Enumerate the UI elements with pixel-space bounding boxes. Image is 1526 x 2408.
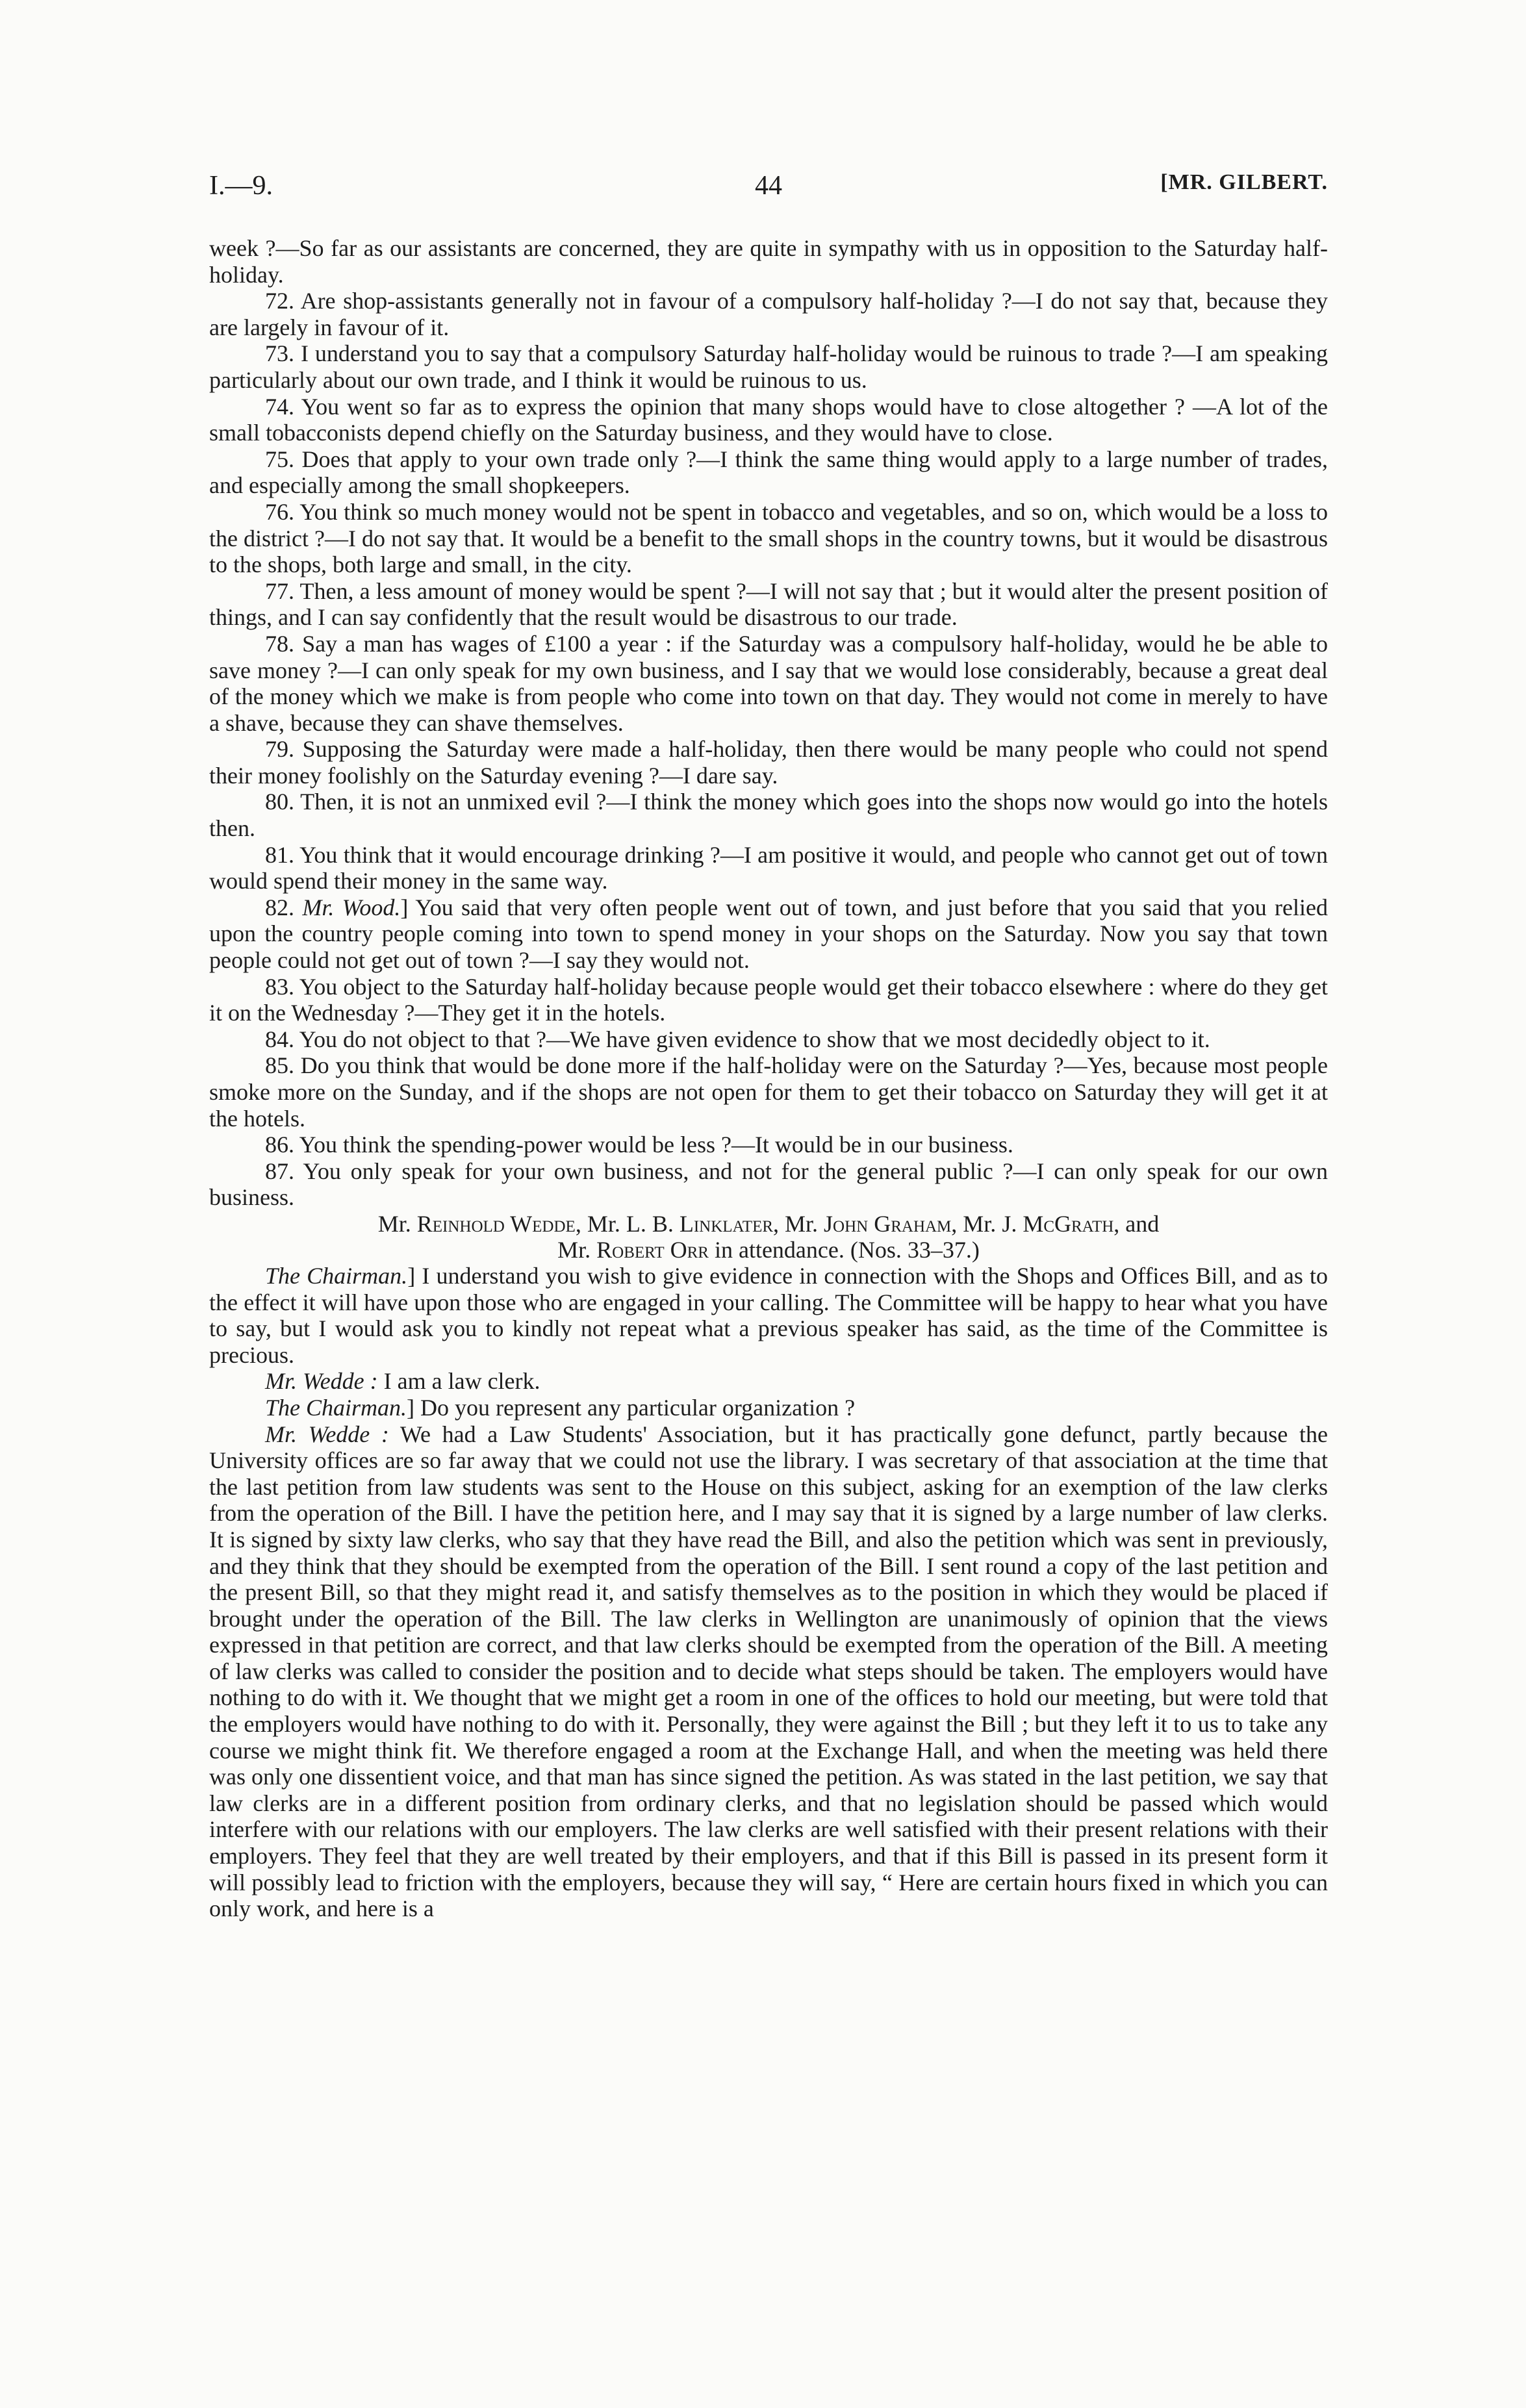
paragraph-82: [209, 894, 1328, 974]
attendance-line-2: Mr. Robert Orr in attendance. (Nos. 33–37.): [557, 1236, 980, 1263]
speaker-wedde: Mr. Wedde :: [265, 1421, 389, 1447]
paragraph-82-speaker: Mr. Wood.: [302, 894, 401, 920]
paragraph-continuation: week ?—So far as our assistants are concerned, they are quite in sympathy with us in opposition to the Saturday half-holiday.: [209, 235, 1328, 288]
paragraph-84: 84. You do not object to that ?—We have given evidence to show that we most decidedly object to it.: [265, 1026, 1210, 1052]
paragraph-86: 86. You think the spending-power would be less ?—It would be in our business.: [265, 1132, 1013, 1158]
page-number: 44: [755, 171, 782, 201]
speaker-chairman: The Chairman.: [265, 1262, 408, 1289]
paragraph-80: 80. Then, it is not an unmixed evil ?—I think the money which goes into the shops now would go into the hotels then.: [209, 789, 1328, 842]
witness-name: [MR. GILBERT.: [1160, 170, 1328, 194]
paragraph-74: 74. You went so far as to express the opinion that many shops would have to close altogether ? —A lot of the small tobacconists depend chiefly on the Saturday business, and they would have to close.: [209, 393, 1328, 446]
wedde-reply-1: Mr. Wedde : I am a law clerk.: [265, 1368, 540, 1395]
wedde-reply-2: Mr. Wedde : We had a Law Students' Association, but it has practically gone defunct, partly because the University offices are so far away that we could not use the library. I was secretary of that association at the time that the last petition from law students was sent to the House on this subject, asking for an exemption of the law clerks from the operation of the Bill. I have the petition here, and I may say that it is signed by a large number of law clerks. It is signed by sixty law clerks, who say that they have read the Bill, and also the petition which was sent in previously, and they think that they should be exempted from the operation of the Bill. I sent round a copy of the last petition and the present Bill, so that they might read it, and satisfy themselves as to the position in which they would be placed if brought under the operation of the Bill. The law clerks in Wellington are unanimously of opinion that the views expressed in that petition are correct, and that law clerks should be exempted from the operation of the Bill. A meeting of law clerks was called to consider the position and to decide what steps should be taken. The employers would have nothing to do with it. We thought that we might get a room in one of the offices to hold our meeting, but were told that the employers would have nothing to do with it. Personally, they were against the Bill ; but they left it to us to take any course we might think fit. We therefore engaged a room at the Exchange Hall, and when the meeting was held there was only one dissentient voice, and that man has since signed the petition. As was stated in the last petition, we say that law clerks are in a different position from ordinary clerks, and that no legislation should be passed which would interfere with our relations with our employers. The law clerks are well satisfied with their present relations with their employers. They feel that they are well treated by their employers, and that if this Bill is passed in its present form it will possibly lead to friction with the employers, because they will say, “ Here are certain hours fixed in which you can only work, and here is a: [209, 1421, 1329, 1922]
document-body: [209, 235, 1328, 1922]
paragraph-87: 87. You only speak for your own business, and not for the general public ?—I can only speak for our own business.: [209, 1158, 1328, 1211]
chairman-statement: The Chairman.] I understand you wish to give evidence in connection with the Shops and Offices Bill, and as to the effect it will have upon those who are engaged in your calling. The Committee will be happy to hear what you have to say, but I would ask you to kindly not repeat what a previous speaker has said, as the time of the Committee is precious.: [209, 1262, 1328, 1368]
report-reference: I.—9.: [209, 171, 273, 201]
paragraph-73: 73. I understand you to say that a compulsory Saturday half-holiday would be ruinous to trade ?—I am speaking particularly about our own trade, and I think it would be ruinous to us.: [209, 340, 1328, 393]
paragraph-79: 79. Supposing the Saturday were made a half-holiday, then there would be many people who could not spend their money foolishly on the Saturday evening ?—I dare say.: [209, 736, 1328, 789]
paragraph-85: 85. Do you think that would be done more if the half-holiday were on the Saturday ?—Yes, because most people smoke more on the Sunday, and if the shops are not open for them to get their tobacco on Saturday they will get it at the hotels.: [209, 1052, 1328, 1132]
name-wedde: Reinhold Wedde: [416, 1210, 576, 1237]
attendance-line-1: Mr. Reinhold Wedde, Mr. L. B. Linklater, Mr. John Graham, Mr. J. McGrath, and: [377, 1210, 1160, 1237]
paragraph-77: 77. Then, a less amount of money would be spent ?—I will not say that ; but it would alter the present position of things, and I can say confidently that the result would be disastrous to our trade.: [209, 577, 1328, 631]
paragraph-78: 78. Say a man has wages of £100 a year : if the Saturday was a compulsory half-holiday, would he be able to save money ?—I can only speak for my own business, and I say that we would lose considerably, because a great deal of the money which we make is from people who come into town on that day. They would not come in merely to have a shave, because they can shave themselves.: [209, 630, 1328, 736]
speaker-chairman: The Chairman.: [265, 1394, 407, 1421]
paragraph-76: 76. You think so much money would not be spent in tobacco and vegetables, and so on, which would be a loss to the district ?—I do not say that. It would be a benefit to the small shops in the country towns, but it would be disastrous to the shops, both large and small, in the city.: [209, 498, 1328, 578]
name-mcgrath: J. McGrath: [1002, 1210, 1114, 1237]
speaker-wedde: Mr. Wedde :: [265, 1368, 378, 1395]
paragraph-83: 83. You object to the Saturday half-holiday because people would get their tobacco elsewhere : where do they get it on the Wednesday ?—They get it in the hotels.: [209, 973, 1328, 1026]
name-linklater: L. B. Linklater: [626, 1210, 774, 1237]
attendance-heading: [209, 1211, 1328, 1263]
page-header: [209, 170, 1328, 209]
paragraph-81: 81. You think that it would encourage drinking ?—I am positive it would, and people who cannot get out of town would spend their money in the same way.: [209, 841, 1328, 894]
name-graham: John Graham: [824, 1210, 952, 1237]
paragraph-82-number: 82.: [265, 894, 303, 920]
chairman-question: The Chairman.] Do you represent any particular organization ?: [265, 1394, 856, 1421]
name-orr: Robert Orr: [596, 1236, 709, 1263]
paragraph-75: 75. Does that apply to your own trade only ?—I think the same thing would apply to a large number of trades, and especially among the small shopkeepers.: [209, 446, 1328, 499]
paragraph-72: 72. Are shop-assistants generally not in favour of a compulsory half-holiday ?—I do not say that, because they are largely in favour of it.: [209, 288, 1328, 340]
paragraph-82-text: ] You said that very often people went out of town, and just before that you said that you relied upon the country people coming into town to spend money in your shops on the Saturday. Now you say that town people could not get out of town ?—I say they would not.: [209, 894, 1329, 974]
